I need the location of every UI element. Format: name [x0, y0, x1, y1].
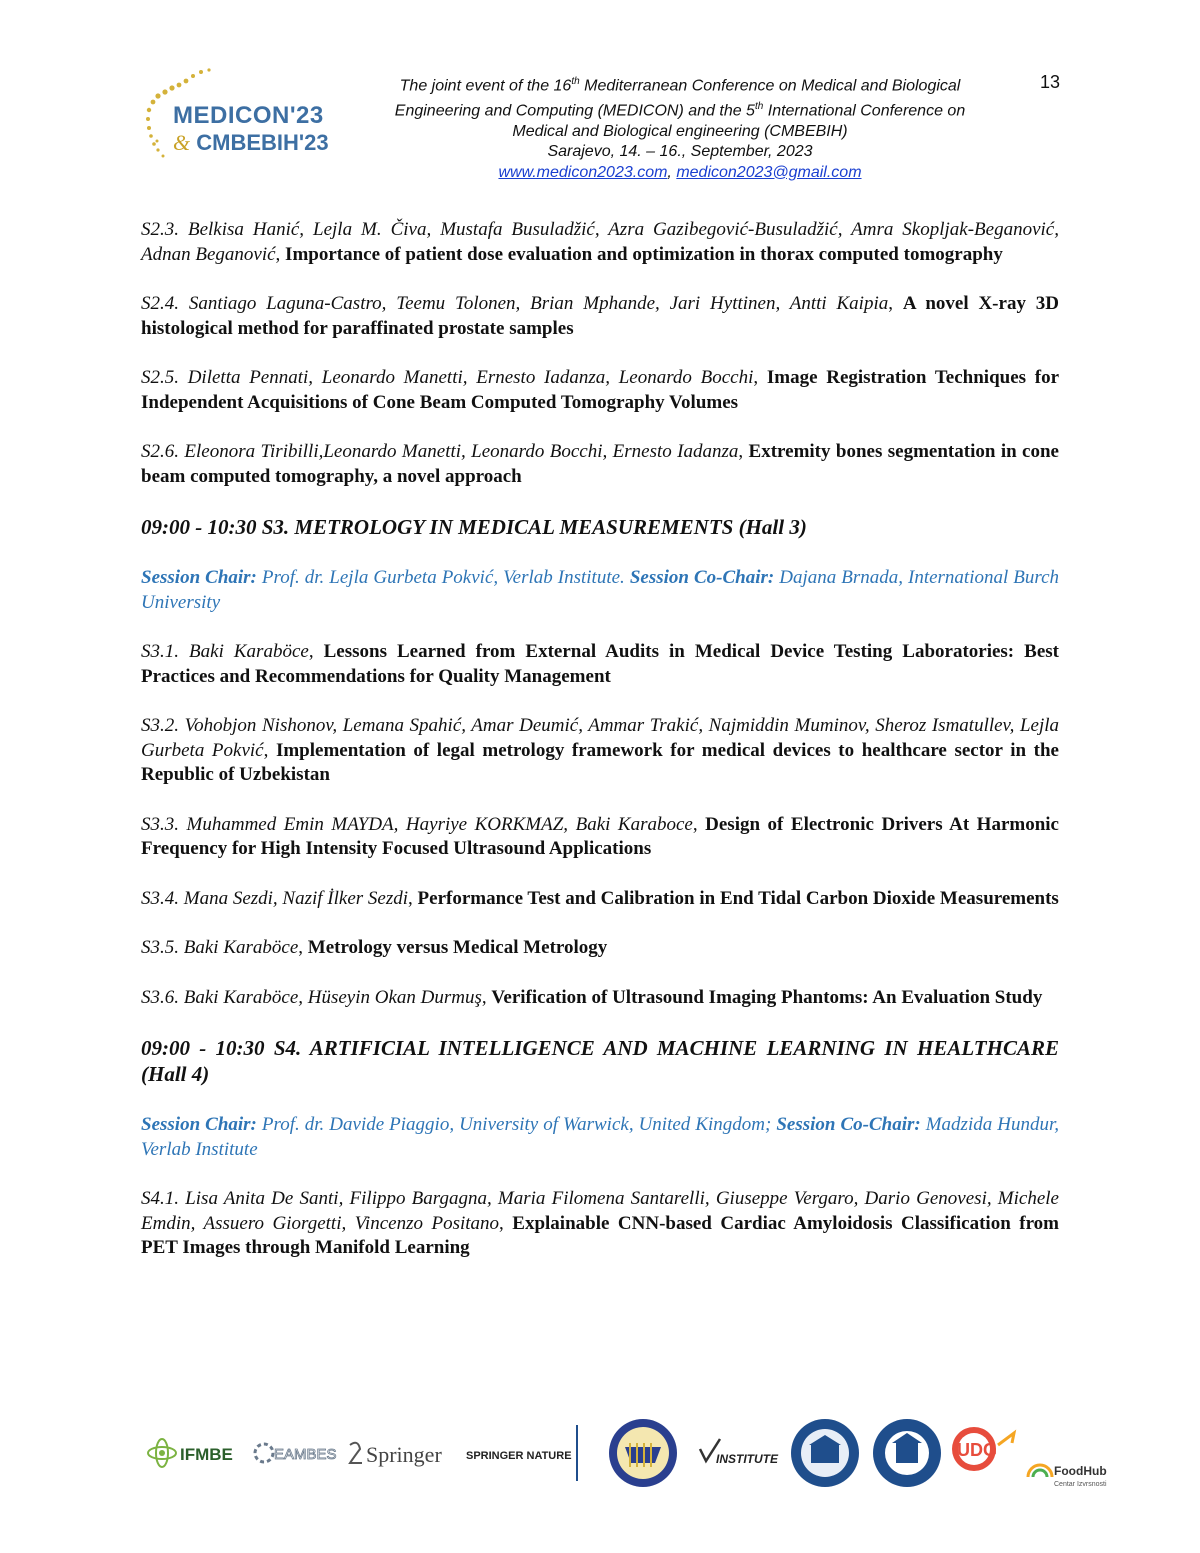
separator: ,: [298, 937, 308, 958]
session-heading-s4: 09:00 - 10:30 S4. ARTIFICIAL INTELLIGENCE AND MACHINE LEARNING IN HEALTHCARE (Hall 4): [141, 1036, 1059, 1086]
session-chairs-s3: [141, 566, 1059, 615]
conference-line-1a: The joint event of the 16: [399, 77, 572, 95]
separator: ,: [499, 1212, 513, 1234]
separator: ,: [738, 441, 749, 462]
conference-line-2a: Engineering and Computing (MEDICON) and the 5: [394, 102, 755, 120]
paper-authors: S3.1. Baki Karaböce: [141, 641, 309, 662]
udg-logo: [952, 1427, 1014, 1471]
cochair-name: Dajana Brnada, International Burch University: [141, 567, 1060, 613]
conference-links: [350, 163, 1010, 184]
eambes-logo: [255, 1444, 337, 1463]
chair-label: Session Chair:: [141, 1114, 257, 1135]
ifmbe-text: IFMBE: [180, 1445, 233, 1464]
paper-entry: [141, 218, 1059, 267]
conference-dates: Sarajevo, 14. – 16., September, 2023: [547, 143, 813, 161]
separator: ,: [408, 887, 418, 909]
sponsor-logos: [140, 1415, 1120, 1495]
separator: ,: [692, 813, 706, 835]
paper-title: Image Registration Techniques for Independent Acquisitions of Cone Beam Computed Tomography Volumes: [141, 367, 1060, 413]
paper-title: Importance of patient dose evaluation and optimization in thorax computed tomography: [285, 243, 1003, 265]
paper-entry: [141, 936, 1059, 961]
paper-title: Implementation of legal metrology framework for medical devices to healthcare sector in the Republic of Uzbekistan: [141, 739, 1059, 785]
superscript-th: th: [754, 100, 764, 112]
paper-entry: [141, 366, 1059, 415]
paper-title: Verification of Ultrasound Imaging Phantoms: An Evaluation Study: [491, 986, 1043, 1008]
email-link[interactable]: medicon2023@gmail.com: [676, 163, 862, 181]
program-content: [141, 218, 1059, 1286]
logo-title-cmbebih: [173, 130, 329, 156]
conference-line-2b: International Conference on: [763, 102, 966, 120]
foodhub-text: FoodHub: [1054, 1464, 1107, 1478]
cochair-label: Session Co-Chair:: [776, 1114, 921, 1135]
institute-text: INSTITUTE: [716, 1452, 778, 1466]
university-banja-luka-seal-icon: [873, 1419, 941, 1487]
conference-line-2: [350, 97, 1010, 122]
paper-authors: S3.6. Baki Karaböce, Hüseyin Okan Durmuş: [141, 986, 482, 1008]
udg-text: UDG: [957, 1440, 997, 1460]
springer-nature-text: SPRINGER NATURE: [466, 1450, 572, 1462]
foodhub-subtext: Centar Izvrsnosti: [1054, 1481, 1107, 1488]
paper-entry: [141, 986, 1059, 1011]
paper-entry: [141, 292, 1059, 341]
paper-entry: [141, 813, 1059, 862]
superscript-th: th: [571, 76, 580, 87]
paper-entry: [141, 887, 1059, 912]
paper-entry: [141, 440, 1059, 489]
page-header: [0, 60, 1200, 190]
separator: ,: [263, 739, 276, 761]
paper-authors: S3.5. Baki Karaböce: [141, 937, 299, 958]
cochair-label: Session Co-Chair:: [629, 567, 775, 588]
springer-logo: [350, 1442, 442, 1467]
separator: ,: [308, 641, 324, 662]
cochair-name: Madzida Hundur, Verlab Institute: [141, 1114, 1060, 1160]
chair-label: Session Chair:: [141, 567, 257, 588]
logo-ampersand: &: [173, 130, 191, 155]
paper-title: Explainable CNN-based Cardiac Amyloidosis Classification from PET Images through Manifold Learning: [141, 1212, 1060, 1258]
footer-logo-strip: [140, 1415, 1120, 1495]
conference-line-3: Medical and Biological engineering (CMBEBIH): [512, 122, 848, 140]
paper-title: Performance Test and Calibration in End Tidal Carbon Dioxide Measurements: [417, 887, 1059, 909]
ifmbe-logo: [148, 1439, 233, 1467]
paper-authors: S3.2. Vohobjon Nishonov, Lemana Spahić, Amar Deumić, Ammar Trakić, Najmiddin Muminov, Sheroz Ismatullev, Lejla Gurbeta Pokvić: [141, 715, 1059, 761]
paper-authors: S4.1. Lisa Anita De Santi, Filippo Bargagna, Maria Filomena Santarelli, Giuseppe Vergaro, Dario Genovesi, Michele Emdin, Assuero Giorgetti, Vincenzo Positano: [141, 1188, 1059, 1234]
eambes-text: EAMBES: [274, 1446, 337, 1463]
paper-entry: [141, 640, 1059, 689]
session-chairs-s4: [141, 1113, 1059, 1162]
separator: ,: [888, 293, 903, 314]
paper-authors: S2.5. Diletta Pennati, Leonardo Manetti, Ernesto Iadanza, Leonardo Bocchi: [141, 367, 754, 388]
medicon-logo: [143, 68, 333, 168]
verlab-institute-logo: [700, 1439, 779, 1466]
conference-line-1: [350, 72, 1010, 97]
paper-authors: S2.3. Belkisa Hanić, Lejla M. Čiva, Mustafa Busuladžić, Azra Gazibegović-Busuladžić, Amra Skopljak-Beganović, Adnan Beganović: [141, 219, 1059, 265]
separator: ,: [481, 986, 492, 1008]
paper-authors: S3.3. Muhammed Emin MAYDA, Hayriye KORKMAZ, Baki Karaboce: [141, 813, 693, 835]
paper-entry: [141, 1187, 1059, 1261]
chair-name: Prof. dr. Davide Piaggio, University of Warwick, United Kingdom;: [256, 1114, 777, 1135]
separator: ,: [275, 243, 286, 265]
university-sarajevo-seal-icon: [791, 1419, 859, 1487]
university-seal-icon: [609, 1419, 677, 1487]
paper-authors: S3.4. Mana Sezdi, Nazif İlker Sezdi: [141, 887, 409, 909]
paper-title: A novel X-ray 3D histological method for paraffinated prostate samples: [141, 293, 1060, 339]
chair-name: Prof. dr. Lejla Gurbeta Pokvić, Verlab Institute.: [256, 567, 630, 588]
session-heading-s3: 09:00 - 10:30 S3. METROLOGY IN MEDICAL MEASUREMENTS (Hall 3): [141, 515, 807, 539]
page-number: 13: [1040, 72, 1061, 92]
paper-title: Design of Electronic Drivers At Harmonic Frequency for High Intensity Focused Ultrasound Applications: [141, 813, 1059, 859]
website-link[interactable]: www.medicon2023.com: [498, 163, 668, 181]
separator: ,: [753, 367, 767, 388]
springer-text: Springer: [366, 1442, 442, 1467]
paper-authors: S2.4. Santiago Laguna-Castro, Teemu Tolonen, Brian Mphande, Jari Hyttinen, Antti Kaipia: [141, 293, 889, 314]
conference-info: [350, 72, 1010, 183]
paper-title: Metrology versus Medical Metrology: [307, 937, 608, 958]
paper-authors: S2.6. Eleonora Tiribilli,Leonardo Manetti, Leonardo Bocchi, Ernesto Iadanza: [141, 441, 739, 462]
paper-title: Extremity bones segmentation in cone beam computed tomography, a novel approach: [141, 441, 1059, 487]
paper-entry: [141, 714, 1059, 788]
logo-title-medicon: MEDICON'23: [173, 102, 324, 129]
link-separator: ,: [667, 163, 677, 181]
logo-cmbebih-text: CMBEBIH'23: [196, 130, 329, 155]
conference-line-1b: Mediterranean Conference on Medical and Biological: [579, 77, 961, 95]
paper-title: Lessons Learned from External Audits in Medical Device Testing Laboratories: Best Practices and Recommendations for Quality Management: [141, 641, 1059, 687]
foodhub-logo: [1028, 1464, 1107, 1488]
